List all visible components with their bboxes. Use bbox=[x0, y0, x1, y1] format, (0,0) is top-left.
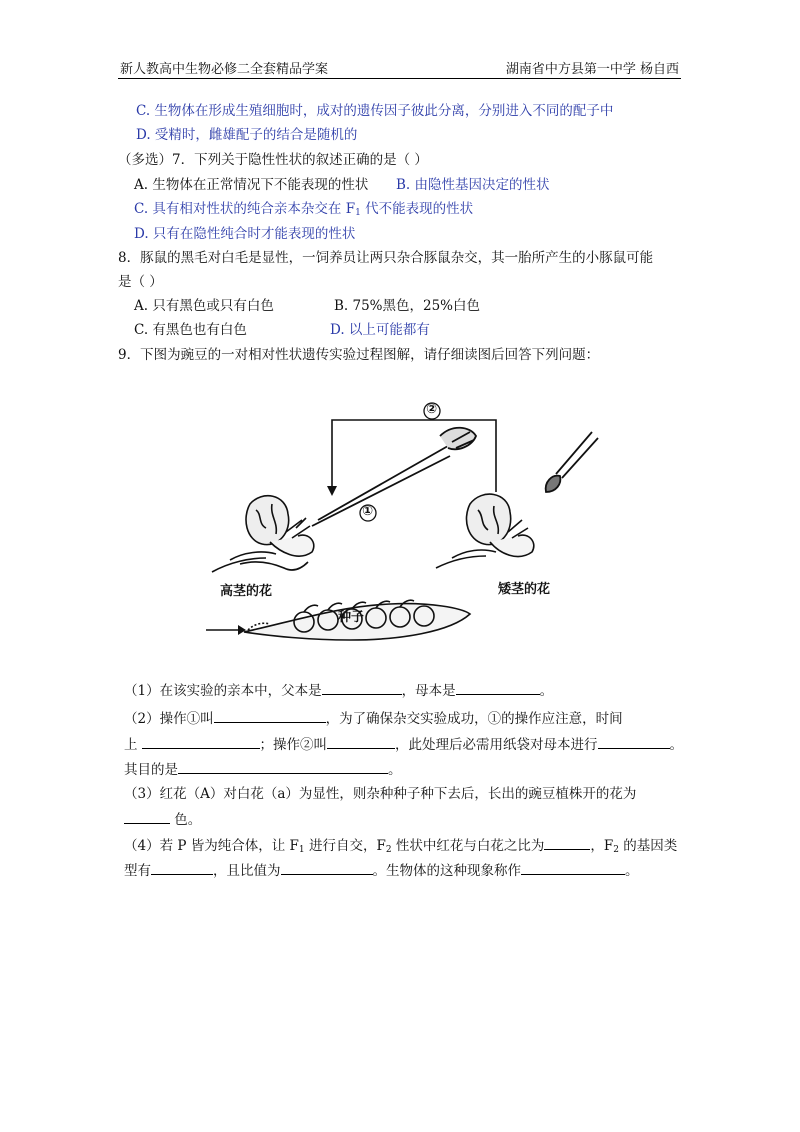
q9-part2-text-h: 。 bbox=[388, 762, 402, 778]
q6-option-d: D. 受精时，雌雄配子的结合是随机的 bbox=[136, 127, 358, 143]
q9-part2-text-d: ；操作②叫 bbox=[259, 737, 327, 753]
q6-option-c: C. 生物体在形成生殖细胞时，成对的遗传因子彼此分离，分别进入不同的配子中 bbox=[136, 103, 614, 119]
q9-part4-sub-b: 2 bbox=[385, 845, 392, 855]
q9-part4-text-b: 进行自交，F bbox=[304, 838, 386, 854]
q9-part2-line2 bbox=[124, 735, 683, 754]
q9-part2-text-b: ，为了确保杂交实验成功，①的操作应注意，时间 bbox=[325, 711, 623, 727]
q9-part2-text-e: ，此处理后必需用纸袋对母本进行 bbox=[395, 737, 598, 753]
q8-option-b: B. 75%黑色，25%白色 bbox=[334, 298, 481, 314]
mother-answer-blank[interactable] bbox=[456, 681, 540, 695]
timing-answer-blank[interactable] bbox=[142, 735, 260, 749]
short-flower-drawing bbox=[436, 494, 534, 568]
q8-stem-line2: 是（ ） bbox=[118, 274, 163, 290]
operation1-name-blank[interactable] bbox=[214, 709, 326, 723]
page-header bbox=[118, 56, 681, 79]
q7-option-a: A. 生物体在正常情况下不能表现的性状 bbox=[134, 177, 369, 193]
q9-part1 bbox=[124, 681, 553, 700]
q9-part2-text-a: （2）操作①叫 bbox=[124, 711, 214, 727]
operation-1-label: ① bbox=[362, 504, 374, 519]
phenomenon-name-blank[interactable] bbox=[521, 861, 625, 875]
operation-2-label: ② bbox=[426, 402, 438, 417]
q9-part4-text-a: （4）若 P 皆为纯合体，让 F bbox=[124, 838, 299, 854]
seed-label: 种子 bbox=[338, 610, 365, 625]
q9-part4-text-i: 。 bbox=[625, 863, 639, 879]
header-school-author: 湖南省中方县第一中学 杨自西 bbox=[505, 62, 679, 77]
q9-part3-line2 bbox=[124, 810, 201, 829]
q9-part1-text-c: 。 bbox=[539, 683, 554, 699]
diagram-drawing bbox=[200, 392, 600, 652]
q9-part2-text-g: 其目的是 bbox=[124, 762, 178, 778]
father-answer-blank[interactable] bbox=[322, 681, 402, 695]
q8-stem-line1: 8．豚鼠的黑毛对白毛是显性，一饲养员让两只杂合豚鼠杂交，其一胎所产生的小豚鼠可能 bbox=[118, 250, 654, 266]
q7-option-d: D. 只有在隐性纯合时才能表现的性状 bbox=[134, 226, 356, 242]
q9-part4-text-d: ，F bbox=[590, 838, 614, 854]
q9-part2-line1 bbox=[124, 709, 623, 728]
q9-part4-text-e: 的基因类 bbox=[618, 838, 678, 854]
q7-option-c bbox=[134, 200, 473, 222]
tall-flower-drawing bbox=[212, 496, 314, 572]
q9-part4-sub-d: 2 bbox=[613, 845, 619, 855]
q7-stem: （多选）7．下列关于隐性性状的叙述正确的是（ ） bbox=[118, 152, 428, 168]
forceps-drawing bbox=[312, 428, 476, 526]
q9-part1-text-a: （1）在该实验的亲本中，父本是 bbox=[124, 683, 322, 699]
q9-part4-line2 bbox=[124, 861, 639, 880]
q8-option-a: A. 只有黑色或只有白色 bbox=[134, 298, 274, 314]
short-flower-label: 矮茎的花 bbox=[498, 582, 551, 597]
purpose-answer-blank[interactable] bbox=[178, 760, 388, 774]
q9-part4-sub-a: 1 bbox=[298, 845, 305, 855]
q9-part1-text-b: ，母本是 bbox=[401, 683, 456, 699]
q7-option-b: B. 由隐性基因决定的性状 bbox=[396, 177, 550, 193]
q9-part4-text-g: ，且比值为 bbox=[213, 863, 281, 879]
q9-part3-line1: （3）红花（A）对白花（a）为显性，则杂种种子种下去后，长出的豌豆植株开的花为 bbox=[124, 786, 637, 802]
q8-option-c: C. 有黑色也有白色 bbox=[134, 322, 247, 338]
bagging-answer-blank[interactable] bbox=[598, 735, 670, 749]
q7-option-c-post: 代不能表现的性状 bbox=[360, 201, 474, 217]
q9-part4-line1 bbox=[124, 836, 677, 859]
q7-option-c-sub: 1 bbox=[355, 208, 361, 218]
genotype-ratio-blank[interactable] bbox=[281, 861, 373, 875]
q7-option-c-pre: C. 具有相对性状的纯合亲本杂交在 F bbox=[134, 201, 356, 217]
q9-part4-text-f: 型有 bbox=[124, 863, 151, 879]
flower-color-blank[interactable] bbox=[124, 810, 170, 824]
q9-part2-text-c: 上 bbox=[124, 737, 138, 753]
q9-part4-text-h: 。生物体的这种现象称作 bbox=[372, 863, 521, 879]
header-course-title: 新人教高中生物必修二全套精品学案 bbox=[120, 62, 329, 77]
ratio-answer-blank[interactable] bbox=[544, 836, 590, 850]
q9-part2-text-f: 。 bbox=[669, 737, 683, 753]
q9-part4-text-c: 性状中红花与白花之比为 bbox=[391, 838, 545, 854]
operation2-name-blank[interactable] bbox=[327, 735, 395, 749]
brush-drawing bbox=[546, 432, 598, 492]
q9-part3-text-b: 色。 bbox=[174, 812, 202, 828]
q8-option-d: D. 以上可能都有 bbox=[330, 322, 430, 338]
q9-stem: 9．下图为豌豆的一对相对性状遗传实验过程图解，请仔细读图后回答下列问题： bbox=[118, 347, 600, 363]
q9-part2-line3 bbox=[124, 760, 402, 779]
pea-cross-diagram bbox=[200, 392, 600, 652]
genotype-types-blank[interactable] bbox=[151, 861, 213, 875]
tall-flower-label: 高茎的花 bbox=[220, 584, 273, 599]
